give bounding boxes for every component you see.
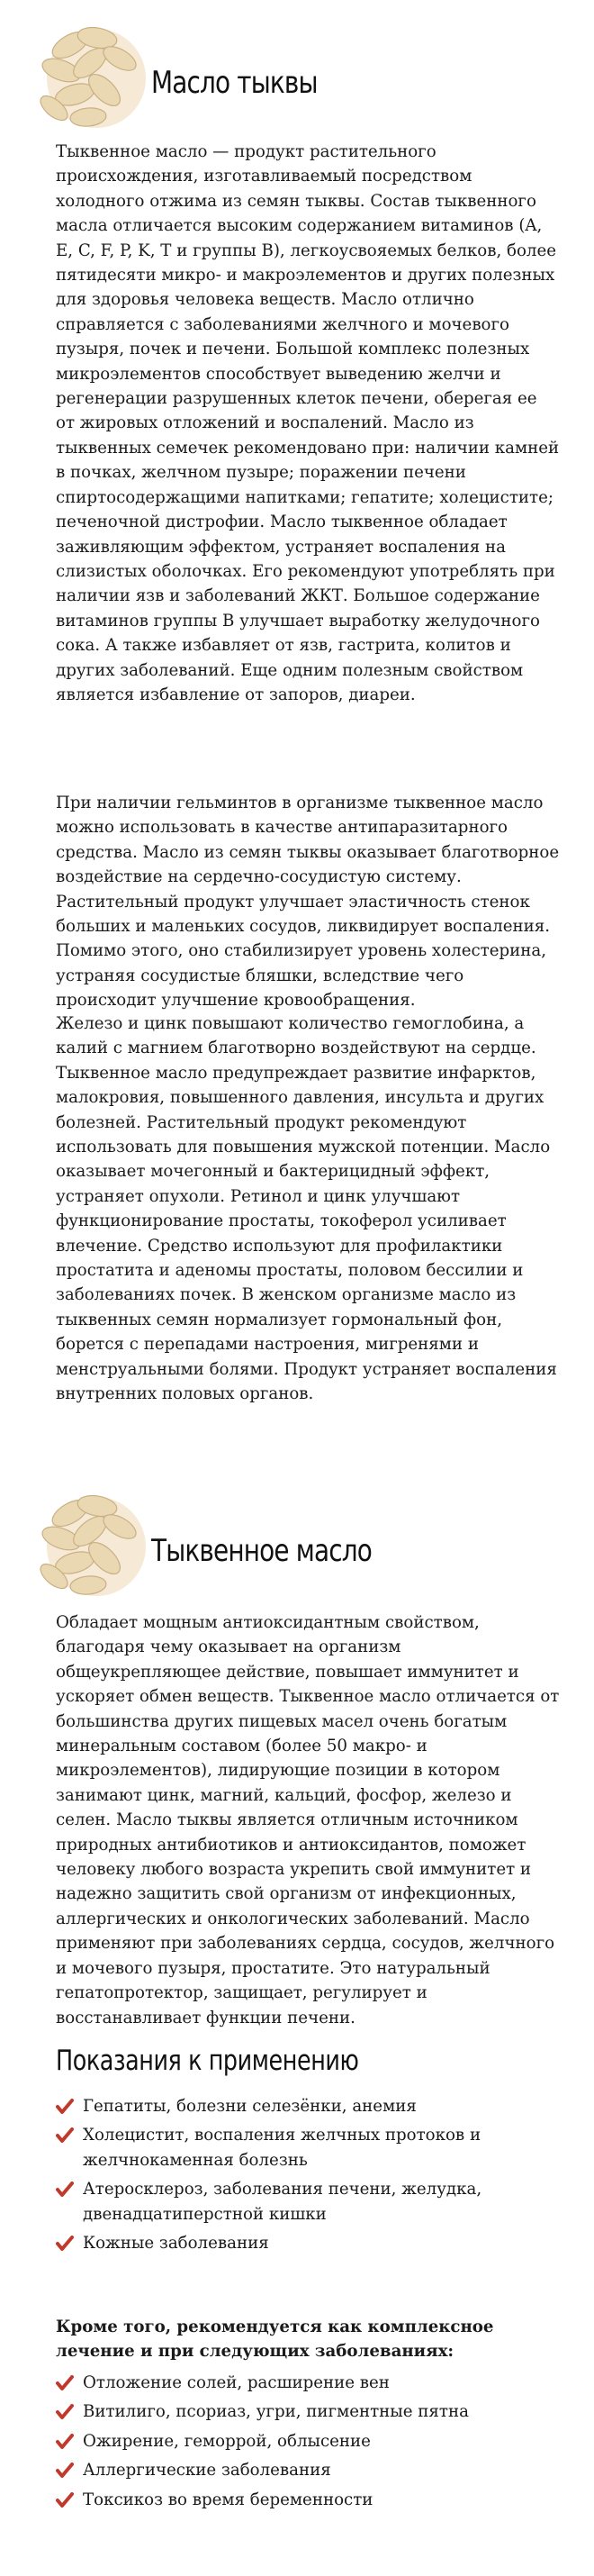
check-icon xyxy=(56,2463,74,2479)
list-item-label: Токсикоз во время беременности xyxy=(83,2490,374,2509)
list-item-label: Отложение солей, расширение вен xyxy=(83,2373,390,2392)
list-item-label: Гепатиты, болезни селезёнки, анемия xyxy=(83,2097,417,2116)
pumpkin-seeds-icon xyxy=(34,18,160,135)
section2-title: Тыквенное масло xyxy=(151,1533,373,1569)
list-item xyxy=(56,2371,560,2395)
list-item-label: Витилиго, псориаз, угри, пигментные пятна xyxy=(83,2402,469,2422)
additional-list xyxy=(56,2371,560,2517)
list-item xyxy=(56,2231,560,2255)
section1-paragraph-3: Железо и цинк повышают количество гемоглобина, а калий с магнием благотворно воздействуют на сердце. Тыквенное масло предупреждает развитие инфарктов, малокровия, повышенного давления, инсульта и других болезней. Растительный продукт рекомендуют использовать для повышения мужской потенции. Масло оказывает мочегонный и бактерицидный эффект, устраняет опухоли. Ретинол и цинк улучшают функционирование простаты, токоферол усиливает влечение. Средство используют для профилактики простатита и аденомы простаты, половом бессилии и заболеваниях почек. В женском организме масло из тыквенных семян нормализует гормональный фон, борется с перепадами настроения, мигренями и менструальными болями. Продукт устраняет воспаления внутренних половых органов. xyxy=(56,1014,557,1404)
indications-list xyxy=(56,2094,560,2260)
section2-header xyxy=(0,1486,594,1612)
list-item xyxy=(56,2429,560,2454)
section1-paragraph-2: При наличии гельминтов в организме тыквенное масло можно использовать в качестве антипаразитарного средства. Масло из семян тыквы оказывает благотворное воздействие на сердечно-сосудистую систему. Растительный продукт улучшает эластичность стенок больших и маленьких сосудов, ликвидирует воспаления. Помимо этого, оно стабилизирует уровень холестерина, устраняя сосудистые бляшки, вследствие чего происходит улучшение кровообращения. xyxy=(56,794,560,1011)
list-item-label: Холецистит, воспаления желчных протоков и желчнокаменная болезнь xyxy=(83,2126,482,2170)
section1-paragraph-1: Тыквенное масло — продукт растительного происхождения, изготавливаемый посредством холодного отжима из семян тыквы. Состав тыквенного масла отличается высоким содержанием витаминов (A, E, C, F, P, K, T и группы B), легкоусвояемых белков, более пятидесяти микро- и макроэлементов и других полезных для здоровья человека веществ. Масло отлично справляется с заболеваниями желчного и мочевого пузыря, почек и печени. Большой комплекс полезных микроэлементов способствует выведению желчи и регенерации разрушенных клеток печени, оберегая ее от жировых отложений и воспалений. Масло из тыквенных семечек рекомендовано при: наличии камней в почках, желчном пузыре; поражении печени спиртосодержащими напитками; гепатите; холецистите; печеночной дистрофии. Масло тыквенное обладает заживляющим эффектом, устраняет воспаления на слизистых оболочках. Его рекомендуют употреблять при наличии язв и заболеваний ЖКТ. Большое содержание витаминов группы B улучшает выработку желудочного сока. А также избавляет от язв, гастрита, колитов и других заболеваний. Еще одним полезным свойством является избавление от запоров, диареи. xyxy=(56,142,560,704)
section1-header xyxy=(0,18,594,144)
list-item xyxy=(56,2488,560,2512)
check-icon xyxy=(56,2375,74,2391)
check-icon xyxy=(56,2181,74,2198)
check-icon xyxy=(56,2434,74,2450)
list-item-label: Аллергические заболевания xyxy=(83,2461,331,2481)
list-item xyxy=(56,2458,560,2482)
list-item xyxy=(56,2094,560,2118)
check-icon xyxy=(56,2404,74,2420)
list-item-label: Атеросклероз, заболевания печени, желудка, двенадцатиперстной кишки xyxy=(83,2180,482,2224)
list-item-label: Ожирение, геморрой, облысение xyxy=(83,2431,371,2451)
section2-paragraph: Обладает мощным антиоксидантным свойством, благодаря чему оказывает на организм общеукрепляющее действие, повышает иммунитет и ускоряет обмен веществ. Тыквенное масло отличается от большинства других пищевых масел очень богатым минеральным составом (более 50 макро- и микроэлементов), лидирующие позиции в котором занимают цинк, магний, кальций, фосфор, железо и селен. Масло тыквы является отличным источником природных антибиотиков и антиоксидантов, поможет человеку любого возраста укрепить свой иммунитет и надежно защитить свой организм от инфекционных, аллергических и онкологических заболеваний. Масло применяют при заболеваниях сердца, сосудов, желчного и мочевого пузыря, простатите. Это натуральный гепатопротектор, защищает, регулирует и восстанавливает функции печени. xyxy=(56,1613,560,2027)
check-icon xyxy=(56,2099,74,2115)
section1-title: Масло тыквы xyxy=(151,65,318,101)
check-icon xyxy=(56,2492,74,2508)
additional-intro: Кроме того, рекомендуется как комплексное лечение и при следующих заболеваниях: xyxy=(56,2317,494,2362)
check-icon xyxy=(56,2127,74,2144)
list-item xyxy=(56,2123,560,2172)
indications-title: Показания к применению xyxy=(56,2045,359,2077)
pumpkin-seeds-icon xyxy=(34,1486,160,1603)
list-item xyxy=(56,2399,560,2424)
list-item xyxy=(56,2177,560,2227)
check-icon xyxy=(56,2236,74,2252)
list-item-label: Кожные заболевания xyxy=(83,2234,269,2254)
